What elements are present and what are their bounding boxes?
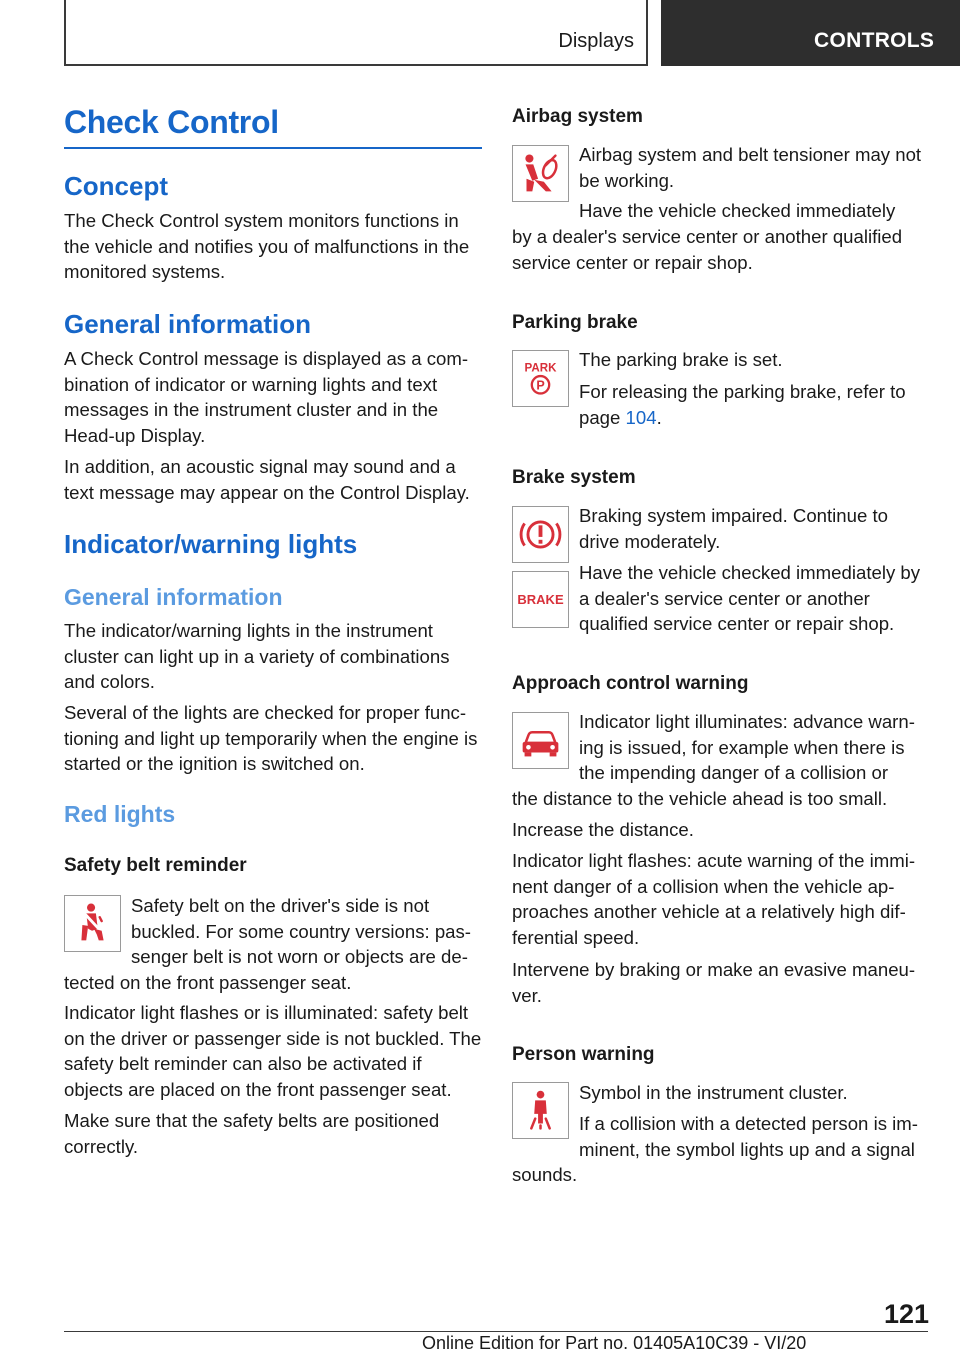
brake-icon-label: BRAKE bbox=[517, 591, 564, 607]
brake-text-icon bbox=[512, 571, 569, 628]
person-text-2a: If a collision with a detected person is im-minent, the symbol lights up and a signal bbox=[579, 1113, 918, 1160]
brake-text-2: Have the vehicle checked immediately by a dealer's service center or another qualified service center or repair shop. bbox=[579, 562, 921, 634]
indicator-text-2: Several of the lights are checked for proper func-tioning and light up temporarily when the engine is started or the ignition is switched on. bbox=[64, 702, 478, 774]
header-chapter-tab bbox=[661, 0, 960, 66]
general-info-heading: General information bbox=[64, 309, 312, 339]
person-text-1: Symbol in the instrument cluster. bbox=[579, 1082, 848, 1103]
general-info-text-2: In addition, an acoustic signal may sound and a text message may appear on the Control Display. bbox=[64, 456, 470, 503]
header-chapter-label: CONTROLS bbox=[814, 29, 935, 52]
footer-divider bbox=[64, 1331, 928, 1332]
seatbelt-icon bbox=[64, 895, 121, 952]
approach-text-3: Indicator light flashes: acute warning of the immi-nent danger of a collision when the vehicle ap-proaches another vehicle at a relatively high dif-ferential speed. bbox=[512, 850, 916, 948]
indicator-general-subheading: General information bbox=[64, 584, 283, 610]
approach-text-1b: the distance to the vehicle ahead is too small. bbox=[512, 788, 888, 809]
brake-system-heading: Brake system bbox=[512, 467, 636, 488]
park-icon-label: PARK bbox=[524, 362, 557, 375]
park-brake-icon bbox=[512, 350, 569, 407]
airbag-text-1: Airbag system and belt tensioner may not be working. bbox=[579, 144, 922, 191]
approach-warning-heading: Approach control warning bbox=[512, 673, 749, 694]
parking-text-2-end: . bbox=[656, 406, 662, 428]
park-icon-symbol: P bbox=[536, 378, 545, 393]
page-number: 121 bbox=[884, 1299, 930, 1329]
person-warning-heading: Person warning bbox=[512, 1044, 655, 1065]
edition-note: Online Edition for Part no. 01405A10C39 - VI/20 bbox=[422, 1333, 807, 1353]
page-title: Check Control bbox=[64, 104, 279, 140]
header-section-tab bbox=[64, 0, 648, 66]
brake-warning-icon bbox=[512, 506, 569, 563]
belt-text-3: Make sure that the safety belts are positioned correctly. bbox=[64, 1110, 440, 1157]
airbag-heading: Airbag system bbox=[512, 106, 643, 127]
brake-text-1: Braking system impaired. Continue to drive moderately. bbox=[579, 505, 889, 552]
parking-text-2 bbox=[579, 379, 928, 430]
title-divider bbox=[64, 147, 482, 149]
approach-text-1a: Indicator light illuminates: advance warn-ing is issued, for example when there is the impending danger of a collision or bbox=[579, 711, 915, 783]
airbag-icon bbox=[512, 145, 569, 202]
person-warning-icon bbox=[512, 1082, 569, 1139]
general-info-text-1: A Check Control message is displayed as a com-bination of indicator or warning lights and text messages in the instrument cluster and in the Head-up Display. bbox=[64, 348, 469, 446]
airbag-text-2b: by a dealer's service center or another qualified service center or repair shop. bbox=[512, 226, 903, 273]
page-104-link[interactable]: 104 bbox=[625, 406, 657, 428]
parking-text-2-body: For releasing the parking brake, refer to page bbox=[579, 381, 906, 428]
belt-reminder-heading: Safety belt reminder bbox=[64, 855, 247, 876]
concept-text: The Check Control system monitors functions in the vehicle and notifies you of malfunctions in the monitored systems. bbox=[64, 210, 470, 282]
parking-text-1: The parking brake is set. bbox=[579, 349, 783, 370]
person-text-2b: sounds. bbox=[512, 1164, 578, 1185]
indicator-lights-heading: Indicator/warning lights bbox=[64, 529, 358, 559]
approach-text-4: Intervene by braking or make an evasive maneu-ver. bbox=[512, 959, 916, 1006]
concept-heading: Concept bbox=[64, 171, 168, 201]
belt-text-1: Safety belt on the driver's side is not buckled. For some country versions: pas-senger belt is not worn or objects are de- bbox=[131, 895, 471, 967]
parking-brake-heading: Parking brake bbox=[512, 312, 638, 333]
car-collision-icon bbox=[512, 712, 569, 769]
belt-text-2: Indicator light flashes or is illuminated: safety belt on the driver or passenger side is not buckled. The safety belt reminder can also be activated if objects are placed on the front passenger seat. bbox=[64, 1002, 482, 1100]
red-lights-heading: Red lights bbox=[64, 801, 176, 827]
airbag-text-2a: Have the vehicle checked immediately bbox=[579, 200, 896, 221]
header-section-label: Displays bbox=[558, 30, 634, 52]
approach-text-2: Increase the distance. bbox=[512, 819, 694, 840]
belt-text-1b: tected on the front passenger seat. bbox=[64, 972, 352, 993]
indicator-text-1: The indicator/warning lights in the instrument cluster can light up in a variety of combinations and colors. bbox=[64, 620, 450, 692]
